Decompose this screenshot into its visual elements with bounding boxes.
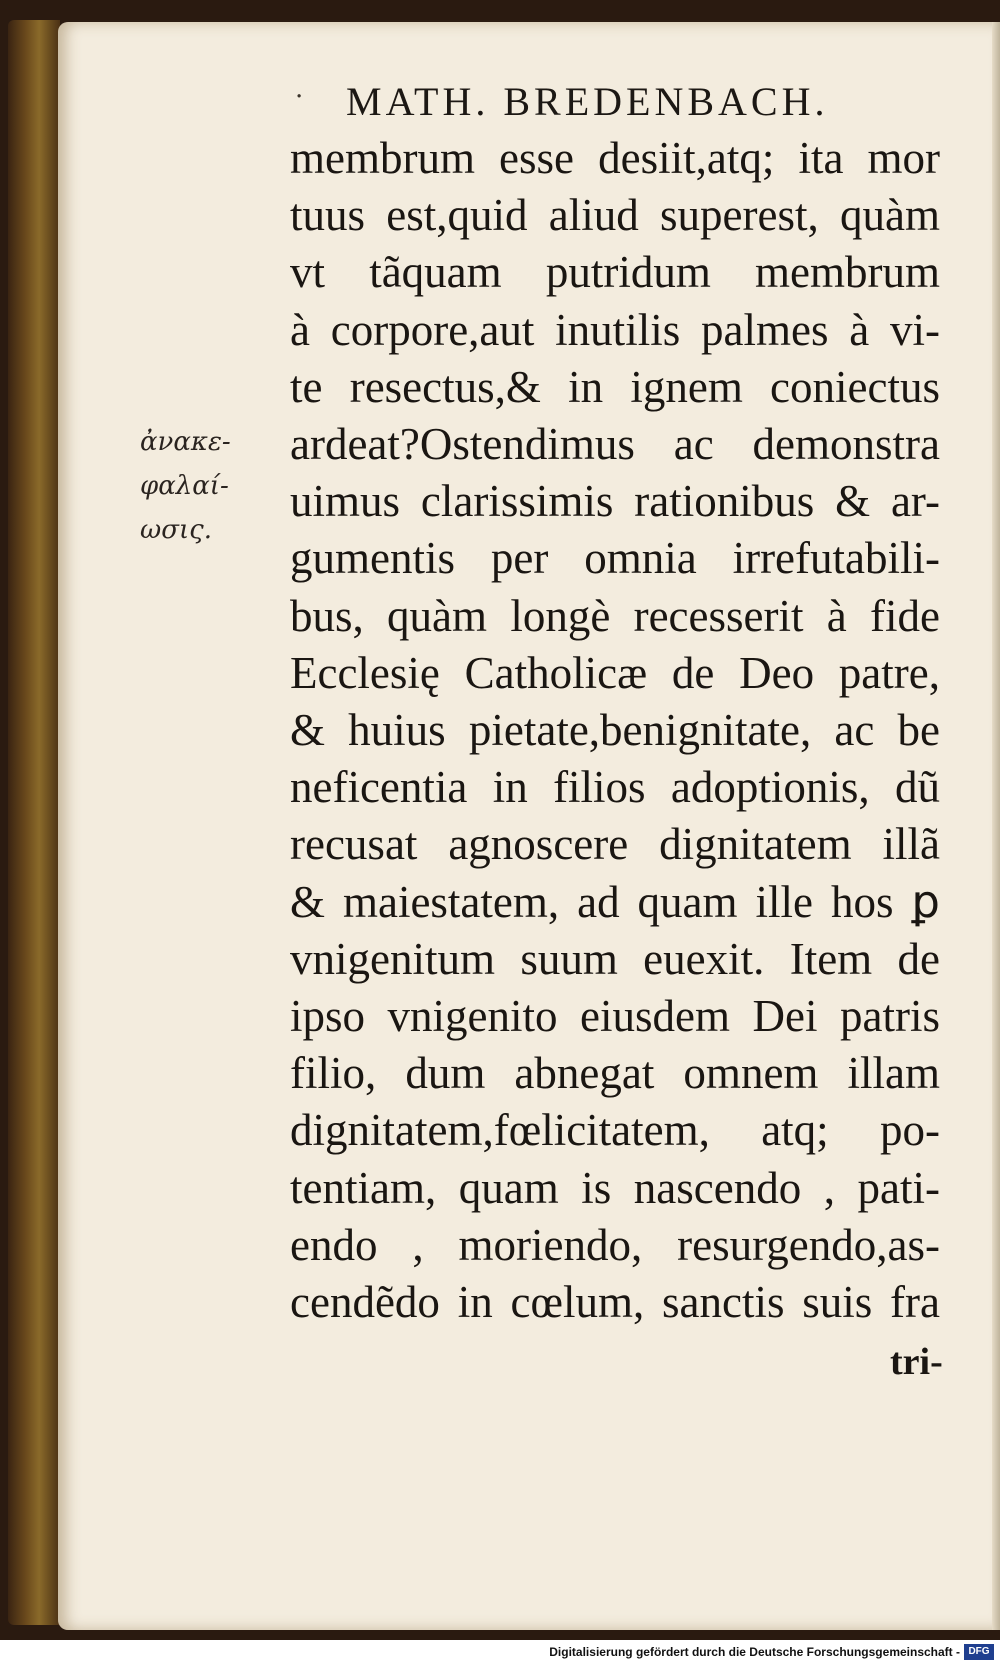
- footer-credit: Digitalisierung gefördert durch die Deutsche Forschungsgemeinschaft -: [549, 1645, 960, 1659]
- marginal-note-line: ωσις.: [140, 515, 212, 545]
- text-line: te resectus,& in ignem coniectus: [290, 361, 940, 412]
- text-line: & huius pietate,benignitate, ac be: [290, 705, 940, 756]
- dfg-logo: DFG: [964, 1644, 994, 1660]
- text-line: filio, dum abnegat omnem illam: [290, 1048, 940, 1099]
- text-line: tentiam, quam is nascendo , pati-: [290, 1162, 940, 1213]
- text-line: gumentis per omnia irrefutabili-: [290, 533, 940, 584]
- text-line: cendẽdo in cœlum, sanctis suis fra: [290, 1277, 940, 1328]
- running-header: MATH. BREDENBACH.: [346, 79, 829, 124]
- header-mark: ·: [295, 82, 304, 112]
- catchword: tri-: [890, 1341, 943, 1383]
- marginal-note: [140, 420, 270, 552]
- text-line: ipso vnigenito eiusdem Dei patris: [290, 991, 940, 1042]
- book-spine: [8, 20, 60, 1625]
- text-line: uimus clarissimis rationibus & ar-: [290, 476, 940, 527]
- text-line: tuus est,quid aliud superest, quàm: [290, 190, 940, 241]
- text-line: dignitatem,fœlicitatem, atq; po-: [290, 1105, 940, 1156]
- text-line: endo , moriendo, resurgendo,as-: [290, 1219, 940, 1270]
- text-line: bus, quàm longè recesserit à fide: [290, 590, 940, 641]
- marginal-note-line: φαλαί-: [140, 471, 229, 501]
- text-line: recusat agnoscere dignitatem illã: [290, 819, 940, 870]
- text-line: Ecclesię Catholicæ de Deo patre,: [290, 647, 940, 698]
- text-line: à corpore,aut inutilis palmes à vi-: [290, 304, 940, 355]
- body-text: [290, 130, 940, 1331]
- text-line: & maiestatem, ad quam ille hos ꝑ: [290, 876, 940, 927]
- text-line: ardeat?Ostendimus ac demonstra: [290, 419, 940, 470]
- text-line: membrum esse desiit,atq; ita mor: [290, 133, 940, 183]
- text-line: neficentia in filios adoptionis, dũ: [290, 762, 940, 813]
- page-edge: [992, 22, 1000, 1630]
- text-line: vt tãquam putridum membrum: [290, 247, 940, 298]
- text-line: vnigenitum suum euexit. Item de: [290, 933, 940, 984]
- marginal-note-line: ἀνακε-: [140, 427, 231, 457]
